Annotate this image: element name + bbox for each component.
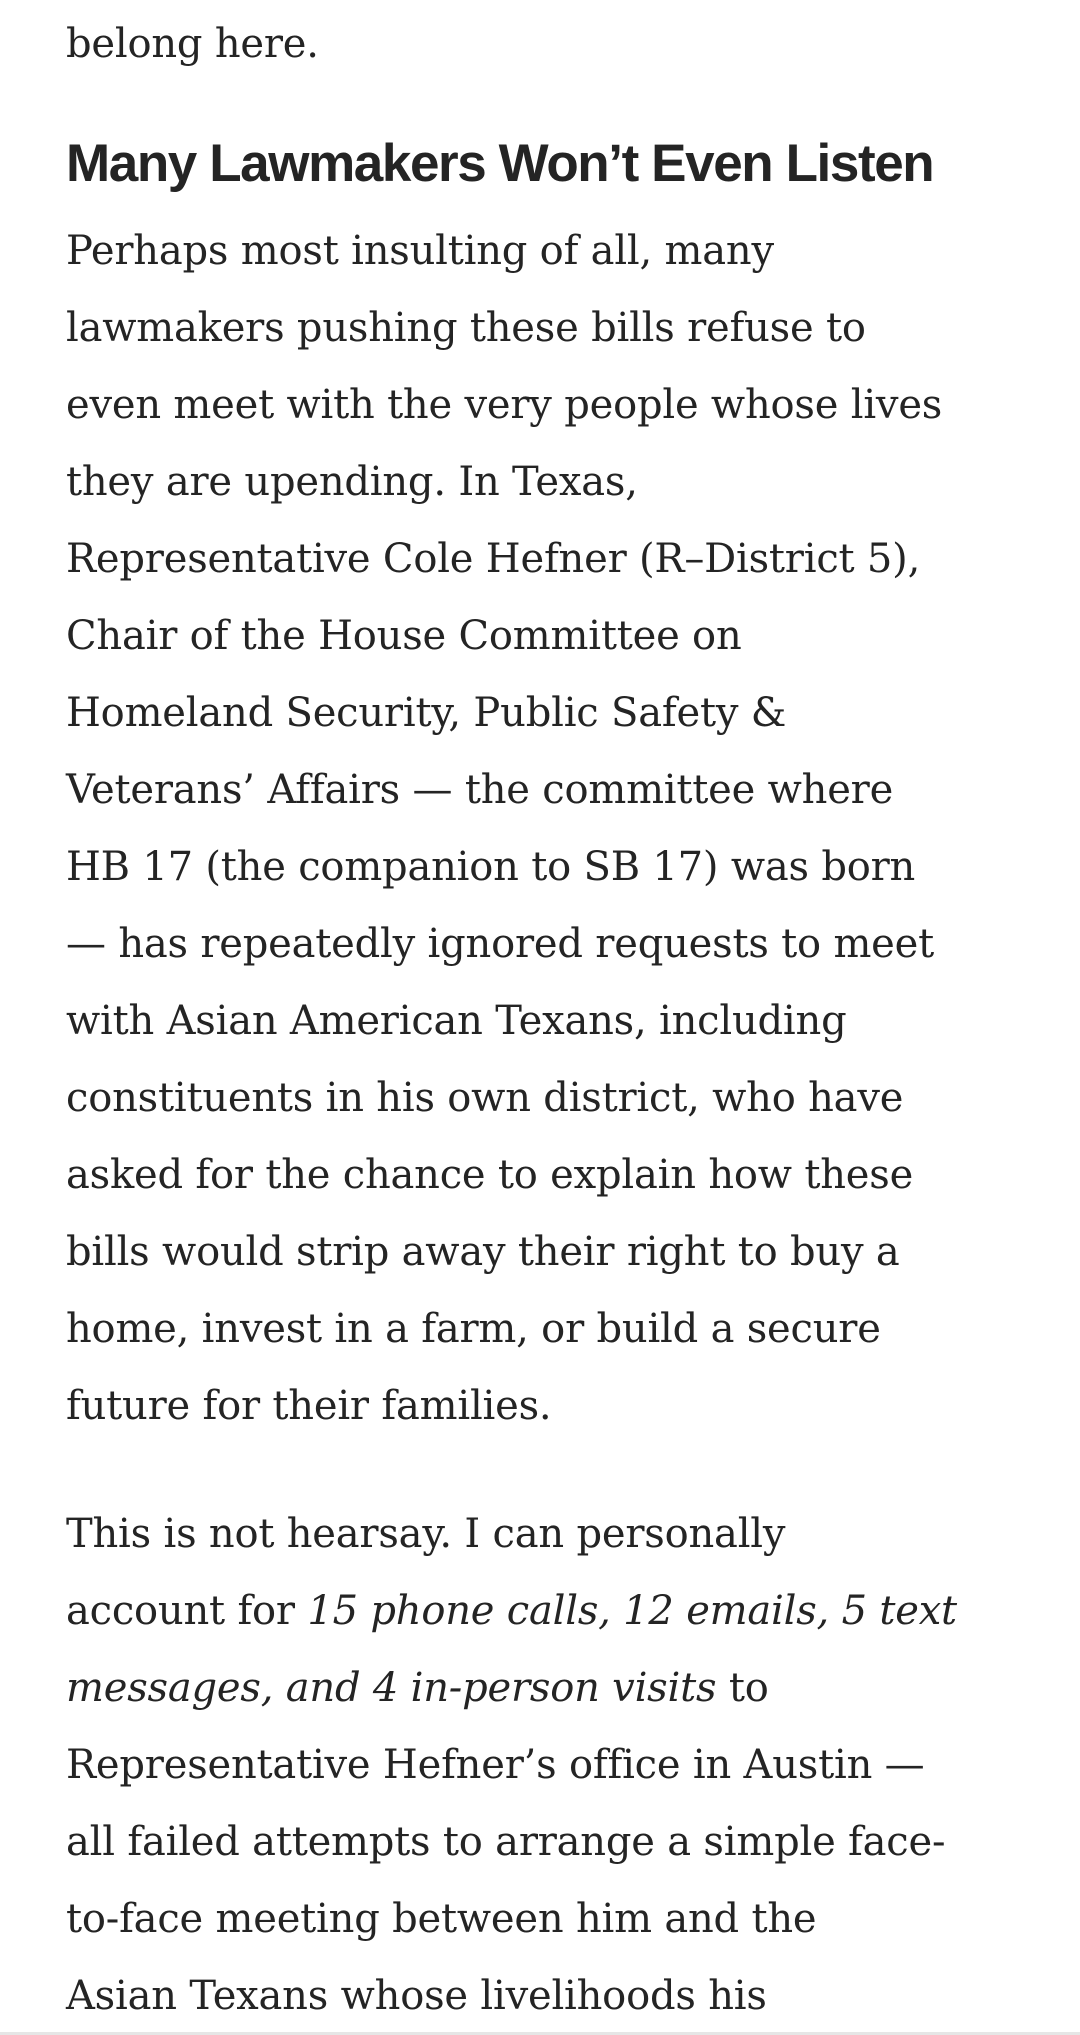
text-line: future for their families. (66, 1383, 552, 1429)
previous-paragraph-fragment (66, 6, 319, 83)
emphasis-contact-attempts: messages, and 4 in-person visits (66, 1665, 717, 1711)
text-line: This is not hearsay. I can personally (66, 1511, 786, 1557)
text-line: home, invest in a farm, or build a secure (66, 1306, 881, 1352)
emphasis-contact-attempts: 15 phone calls, 12 emails, 5 text (307, 1588, 957, 1634)
text-line: Representative Cole Hefner (R–District 5), (66, 536, 921, 582)
text-line: constituents in his own district, who have (66, 1075, 904, 1121)
text-line: Perhaps most insulting of all, many (66, 228, 774, 274)
text-line: bills would strip away their right to buy a (66, 1229, 900, 1275)
text-line: lawmakers pushing these bills refuse to (66, 305, 866, 351)
section-heading: Many Lawmakers Won’t Even Listen (66, 134, 934, 193)
text-line: belong here. (66, 21, 319, 67)
text-line: asked for the chance to explain how these (66, 1152, 914, 1198)
text-line: even meet with the very people whose lives (66, 382, 943, 428)
paragraph-not-hearsay (66, 1496, 957, 2035)
paragraph-lawmakers (66, 213, 942, 1445)
text-line: to-face meeting between him and the (66, 1896, 817, 1942)
text-line: they are upending. In Texas, (66, 459, 638, 505)
text-line: with Asian American Texans, including (66, 998, 847, 1044)
text-line: HB 17 (the companion to SB 17) was born (66, 844, 916, 890)
text-line: Homeland Security, Public Safety & (66, 690, 787, 736)
text-line (66, 1650, 957, 1727)
text-line: — has repeatedly ignored requests to meet (66, 921, 934, 967)
text-line: all failed attempts to arrange a simple face- (66, 1819, 946, 1865)
text-line (66, 1573, 957, 1650)
text-run: to (716, 1665, 769, 1711)
text-line: Asian Texans whose livelihoods his (66, 1973, 767, 2019)
text-line: Representative Hefner’s office in Austin — (66, 1742, 925, 1788)
text-line: Chair of the House Committee on (66, 613, 742, 659)
text-run: account for (66, 1588, 308, 1634)
text-line: Veterans’ Affairs — the committee where (66, 767, 894, 813)
